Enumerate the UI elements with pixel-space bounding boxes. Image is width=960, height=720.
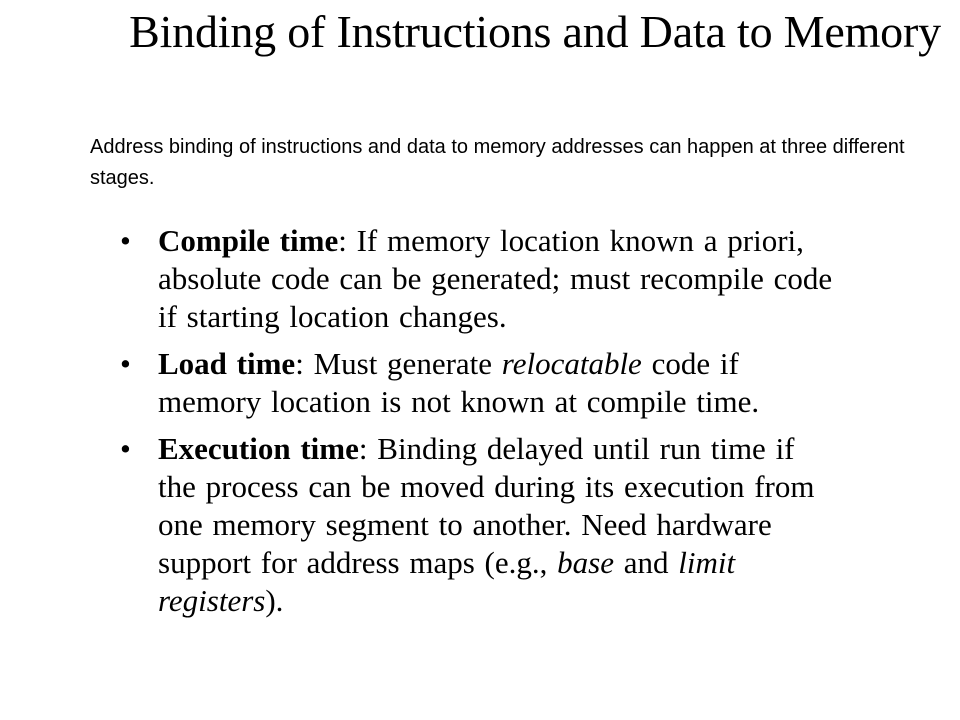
bullet-text: If memory location known a priori, absolute code can be generated; must recompile code if starting location changes. [158, 223, 833, 334]
bullet-term: Load time [158, 346, 296, 381]
bullet-execution-time [118, 430, 838, 620]
bullet-compile-time [118, 222, 838, 336]
bullet-text: Binding delayed until run time if the process can be moved during its execution from one memory segment to another. Need hardware support for address maps (e.g., [158, 431, 815, 580]
bullet-colon: : [338, 223, 357, 258]
bullet-emphasis: limit registers [158, 545, 736, 618]
bullet-text: Must generate [313, 346, 502, 381]
bullet-emphasis: base [557, 545, 614, 580]
bullet-load-time [118, 345, 838, 421]
bullet-list [118, 222, 838, 629]
bullet-text: ). [265, 583, 284, 618]
bullet-dot: • [120, 223, 131, 258]
bullet-emphasis: relocatable [501, 346, 642, 381]
bullet-colon: : [295, 346, 314, 381]
slide-title: Binding of Instructions and Data to Memory [129, 6, 941, 57]
slide-subtitle: Address binding of instructions and data to memory addresses can happen at three different stages. [90, 136, 905, 189]
bullet-dot: • [120, 346, 131, 381]
bullet-term: Compile time [158, 223, 339, 258]
bullet-text: code if memory location is not known at compile time. [158, 346, 760, 419]
bullet-colon: : [358, 431, 378, 466]
bullet-term: Execution time [158, 431, 359, 466]
bullet-dot: • [120, 431, 131, 466]
bullet-text: and [613, 545, 679, 580]
